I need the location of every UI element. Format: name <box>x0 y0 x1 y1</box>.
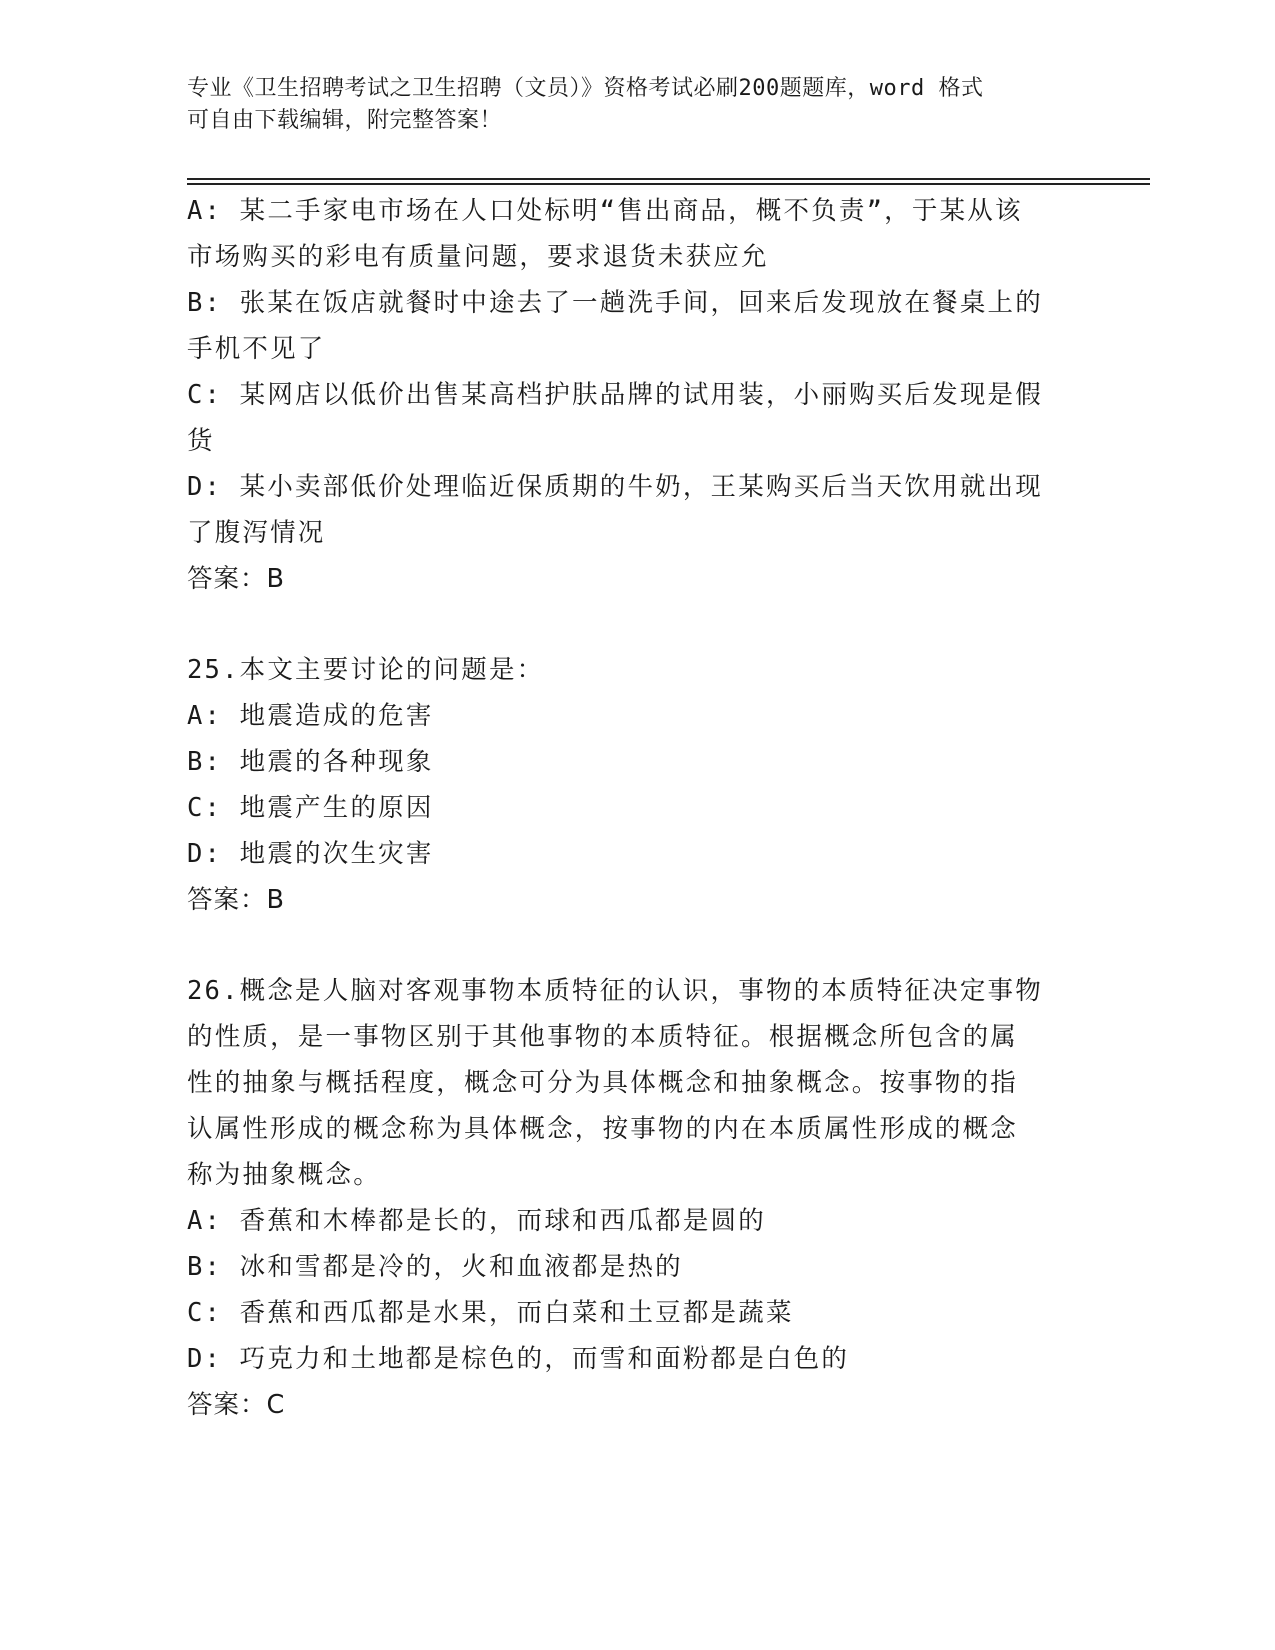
option-d: D: 某小卖部低价处理临近保质期的牛奶，王某购买后当天饮用就出现 <box>187 472 1043 502</box>
option-c: C: 某网店以低价出售某高档护肤品牌的试用装，小丽购买后发现是假 <box>187 380 1043 410</box>
answer-line: 答案：C <box>187 1390 286 1420</box>
spacer <box>187 602 1087 647</box>
answer-line: 答案：B <box>187 564 285 594</box>
answer-line: 答案：B <box>187 885 285 915</box>
option-d: D: 地震的次生灾害 <box>187 839 434 869</box>
question-text: 25.本文主要讨论的问题是： <box>187 655 545 685</box>
question-text-line-4: 认属性形成的概念称为具体概念，按事物的内在本质属性形成的概念 <box>187 1114 1019 1144</box>
option-b: B: 张某在饭店就餐时中途去了一趟洗手间，回来后发现放在餐桌上的 <box>187 288 1043 318</box>
option-b-continued: 手机不见了 <box>187 334 326 364</box>
question-text-line-3: 性的抽象与概括程度，概念可分为具体概念和抽象概念。按事物的指 <box>187 1068 1019 1098</box>
option-c: C: 香蕉和西瓜都是水果，而白菜和土豆都是蔬菜 <box>187 1298 794 1328</box>
header-title-line-2: 可自由下载编辑，附完整答案！ <box>187 108 503 133</box>
option-d: D: 巧克力和土地都是棕色的，而雪和面粉都是白色的 <box>187 1344 850 1374</box>
option-d-continued: 了腹泻情况 <box>187 518 326 548</box>
question-26 <box>187 968 1087 1428</box>
option-b: B: 冰和雪都是冷的，火和血液都是热的 <box>187 1252 683 1282</box>
question-text-line-5: 称为抽象概念。 <box>187 1160 381 1190</box>
document-body <box>187 188 1087 1428</box>
question-24-options <box>187 188 1087 602</box>
option-c-continued: 货 <box>187 426 215 456</box>
header-rule-top <box>187 178 1150 180</box>
option-a: A: 某二手家电市场在人口处标明“售出商品，概不负责”，于某从该 <box>187 196 1023 226</box>
spacer <box>187 923 1087 968</box>
question-text-line-1: 26.概念是人脑对客观事物本质特征的认识，事物的本质特征决定事物 <box>187 976 1043 1006</box>
option-b: B: 地震的各种现象 <box>187 747 434 777</box>
option-a: A: 香蕉和木棒都是长的，而球和西瓜都是圆的 <box>187 1206 766 1236</box>
header-title-line-1: 专业《卫生招聘考试之卫生招聘（文员）》资格考试必刷200题题库，word 格式 <box>187 76 984 101</box>
option-a: A: 地震造成的危害 <box>187 701 434 731</box>
question-25 <box>187 647 1087 923</box>
document-header <box>187 73 1067 137</box>
header-rule-bottom <box>187 183 1150 185</box>
question-text-line-2: 的性质，是一事物区别于其他事物的本质特征。根据概念所包含的属 <box>187 1022 1019 1052</box>
option-c: C: 地震产生的原因 <box>187 793 434 823</box>
option-a-continued: 市场购买的彩电有质量问题，要求退货未获应允 <box>187 242 769 272</box>
